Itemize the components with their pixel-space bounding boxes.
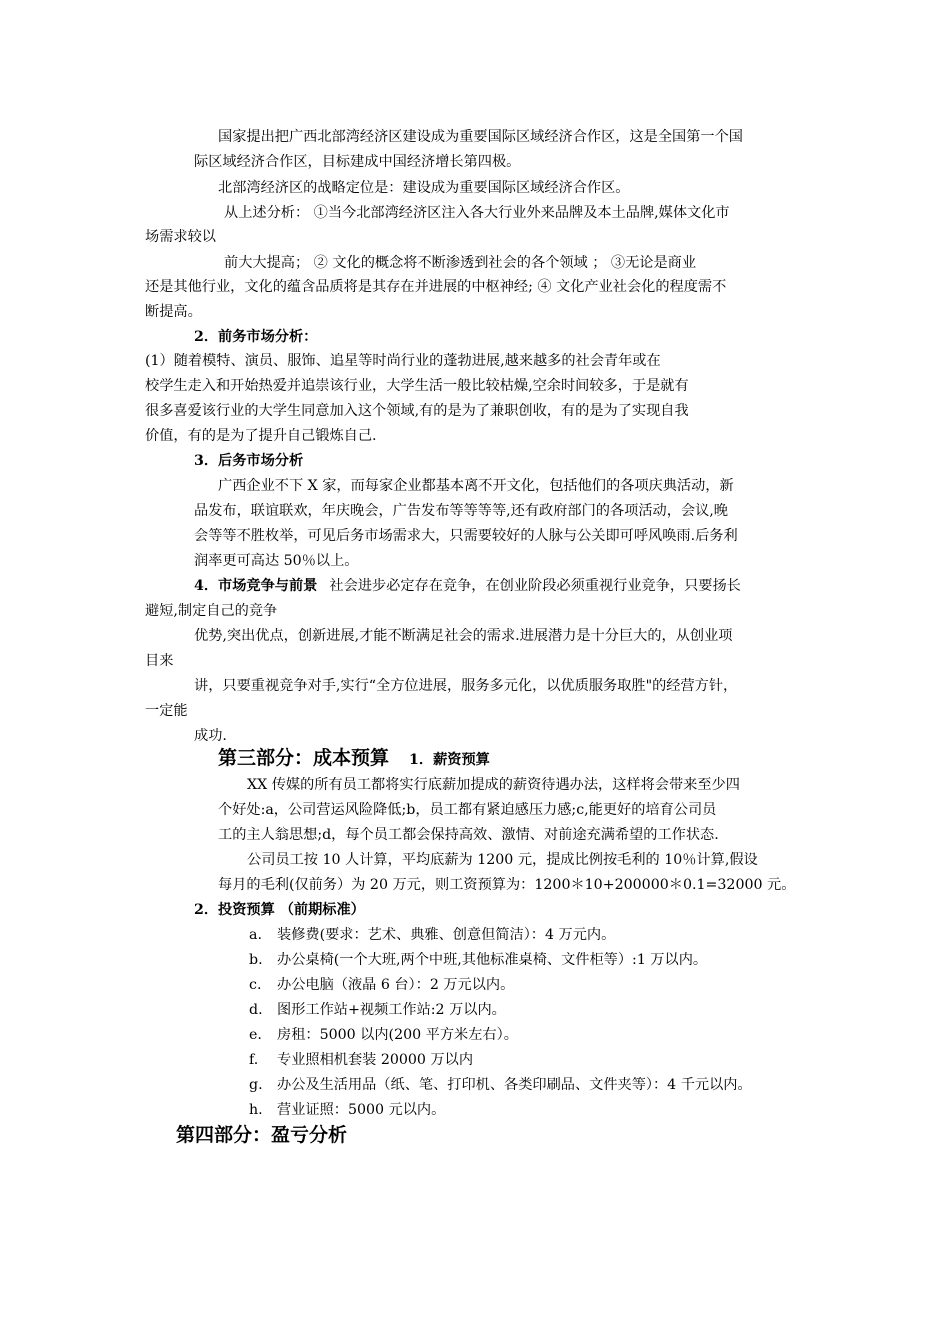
invest-item: c. 办公电脑（液晶 6 台）：2 万元以内。 xyxy=(249,977,515,993)
intro-line-5: 场需求较以 xyxy=(145,229,216,245)
s4-line-1: 避短,制定自己的竞争 xyxy=(145,603,278,619)
intro-line-6: 前大大提高； ② 文化的概念将不断渗透到社会的各个领域 ； ③无论是商业 xyxy=(224,255,697,271)
salary-budget-title: 1．薪资预算 xyxy=(409,752,490,768)
s3-line-4: 润率更可高达 50％以上。 xyxy=(194,553,359,569)
invest-item: e. 房租：5000 以内(200 平方米左右）。 xyxy=(249,1027,518,1043)
part-4-heading: 第四部分：盈亏分析 xyxy=(176,1124,348,1146)
s3-line-1: 广西企业不下 X 家，而每家企业都基本离不开文化，包括他们的各项庆典活动，新 xyxy=(218,478,734,494)
s4-line-3: 目来 xyxy=(145,653,174,669)
invest-item: b. 办公桌椅(一个大班,两个中班,其他标准桌椅、文件柜等）:1 万以内。 xyxy=(249,952,708,968)
section-4-title: 4．市场竞争与前景 xyxy=(194,578,318,594)
invest-item: g. 办公及生活用品（纸、笔、打印机、各类印刷品、文件夹等）：4 千元以内。 xyxy=(249,1077,752,1093)
p3-line-1: XX 传媒的所有员工都将实行底薪加提成的薪资待遇办法，这样将会带来至少四 xyxy=(247,777,740,793)
intro-line-8: 断提高。 xyxy=(145,304,202,320)
intro-line-3: 北部湾经济区的战略定位是：建设成为重要国际区域经济合作区。 xyxy=(218,180,630,196)
s3-line-3: 会等等不胜枚举，可见后务市场需求大，只需要较好的人脉与公关即可呼风唤雨.后务利 xyxy=(194,528,738,544)
s2-line-4: 价值，有的是为了提升自己锻炼自己. xyxy=(145,428,377,444)
section-3-title: 3．后务市场分析 xyxy=(194,453,304,469)
p3-line-5: 每月的毛利(仅前务）为 20 万元，则工资预算为：1200＊10+200000＊0.1=32000 元。 xyxy=(218,877,796,893)
s4-first-text: 社会进步必定存在竞争，在创业阶段必须重视行业竞争，只要扬长 xyxy=(329,578,741,594)
invest-item: a. 装修费(要求：艺术、典雅、创意但简洁）：4 万元内。 xyxy=(249,927,616,943)
s4-line-6: 成功. xyxy=(194,728,227,744)
intro-line-7: 还是其他行业，文化的蕴含品质将是其存在并进展的中枢神经; ④ 文化产业社会化的程度需不 xyxy=(145,279,727,295)
s3-line-2: 品发布，联谊联欢，年庆晚会，广告发布等等等等,还有政府部门的各项活动，会议,晚 xyxy=(194,503,728,519)
s2-line-3: 很多喜爱该行业的大学生同意加入这个领域,有的是为了兼职创收，有的是为了实现自我 xyxy=(145,403,689,419)
s4-line-5: 一定能 xyxy=(145,703,188,719)
s4-line-2: 优势,突出优点，创新进展,才能不断满足社会的需求.进展潜力是十分巨大的，从创业项 xyxy=(194,628,733,644)
invest-item: d. 图形工作站+视频工作站:2 万以内。 xyxy=(249,1002,506,1018)
p3-line-3: 工的主人翁思想;d，每个员工都会保持高效、激情、对前途充满希望的工作状态. xyxy=(218,827,719,843)
s2-line-2: 校学生走入和开始热爱并追崇该行业，大学生活一般比较枯燥,空余时间较多，于是就有 xyxy=(145,378,689,394)
part-3-heading-row xyxy=(218,745,490,771)
p3-line-4: 公司员工按 10 人计算，平均底薪为 1200 元，提成比例按毛利的 10％计算,假设 xyxy=(247,852,758,868)
s4-line-4: 讲，只要重视竞争对手,实行“全方位进展，服务多元化，以优质服务取胜"的经营方针， xyxy=(194,678,738,694)
p3-line-2: 个好处:a，公司营运风险降低;b，员工都有紧迫感压力感;c,能更好的培育公司员 xyxy=(218,802,717,818)
intro-line-1: 国家提出把广西北部湾经济区建设成为重要国际区域经济合作区，这是全国第一个国 xyxy=(218,129,743,145)
part-3-heading: 第三部分：成本预算 xyxy=(218,747,390,769)
investment-budget-title: 2．投资预算 （前期标准） xyxy=(194,902,365,918)
intro-line-2: 际区域经济合作区，目标建成中国经济增长第四极。 xyxy=(194,154,521,170)
s2-line-1: (1）随着模特、演员、服饰、追星等时尚行业的蓬勃进展,越来越多的社会青年或在 xyxy=(145,353,661,369)
intro-line-4: 从上述分析： ①当今北部湾经济区注入各大行业外来品牌及本土品牌,媒体文化市 xyxy=(224,205,730,221)
section-2-title: 2．前务市场分析： xyxy=(194,329,318,345)
invest-item: h. 营业证照：5000 元以内。 xyxy=(249,1102,446,1118)
s4-first-line xyxy=(194,576,741,596)
invest-item: f. 专业照相机套装 20000 万以内 xyxy=(249,1052,474,1068)
